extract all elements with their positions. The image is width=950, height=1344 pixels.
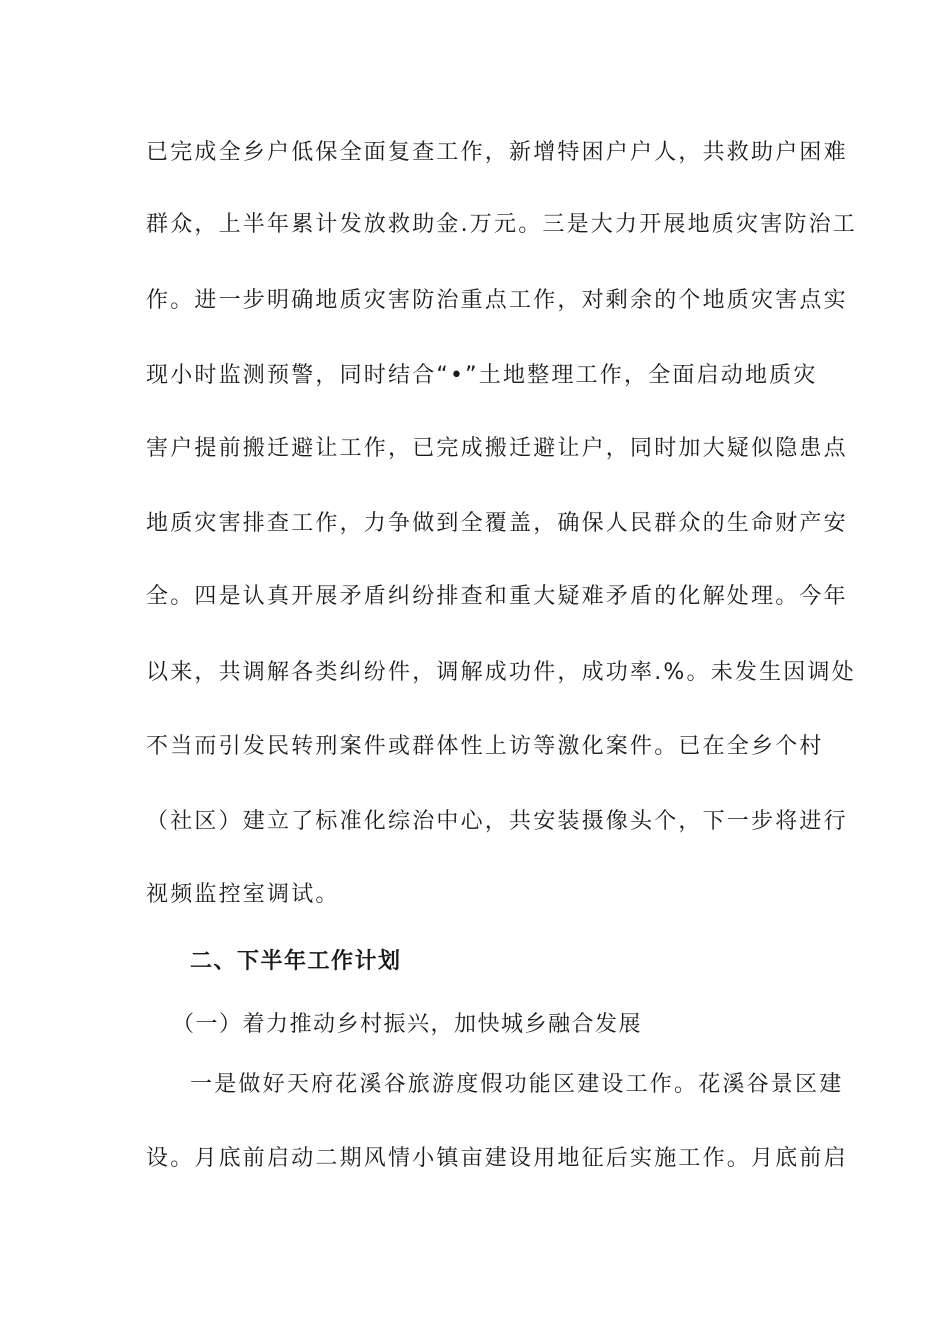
body-text-line: 视频监控室调试。 bbox=[146, 882, 340, 907]
body-text-line: 群众，上半年累计发放救助金.万元。三是大力开展地质灾害防治工 bbox=[146, 212, 857, 237]
body-text-line: 害户提前搬迁避让工作，已完成搬迁避让户，同时加大疑似隐患点 bbox=[146, 436, 848, 461]
body-text-line: 一是做好天府花溪谷旅游度假功能区建设工作。花溪谷景区建 bbox=[190, 1072, 844, 1097]
body-text-line: 设。月底前启动二期风情小镇亩建设用地征后实施工作。月底前启 bbox=[146, 1146, 848, 1171]
body-text-line: 全。四是认真开展矛盾纠纷排查和重大疑难矛盾的化解处理。今年 bbox=[146, 584, 848, 609]
section-heading: 二、下半年工作计划 bbox=[190, 949, 402, 974]
body-text-line: 不当而引发民转刑案件或群体性上访等激化案件。已在全乡个村 bbox=[146, 734, 824, 759]
subsection-heading: （一）着力推动乡村振兴，加快城乡融合发展 bbox=[172, 1012, 643, 1037]
body-text-line: 作。进一步明确地质灾害防治重点工作，对剩余的个地质灾害点实 bbox=[146, 288, 848, 313]
body-text-line: 以来，共调解各类纠纷件，调解成功件，成功率.%。未发生因调处 bbox=[146, 660, 856, 685]
body-text-line: 现小时监测预警，同时结合“•”土地整理工作，全面启动地质灾 bbox=[146, 363, 818, 388]
body-text-line: （社区）建立了标准化综治中心，共安装摄像头个，下一步将进行 bbox=[146, 809, 848, 834]
body-text-line: 已完成全乡户低保全面复查工作，新增特困户户人，共救助户困难 bbox=[146, 140, 848, 165]
body-text-line: 地质灾害排查工作，力争做到全覆盖，确保人民群众的生命财产安 bbox=[146, 511, 848, 536]
